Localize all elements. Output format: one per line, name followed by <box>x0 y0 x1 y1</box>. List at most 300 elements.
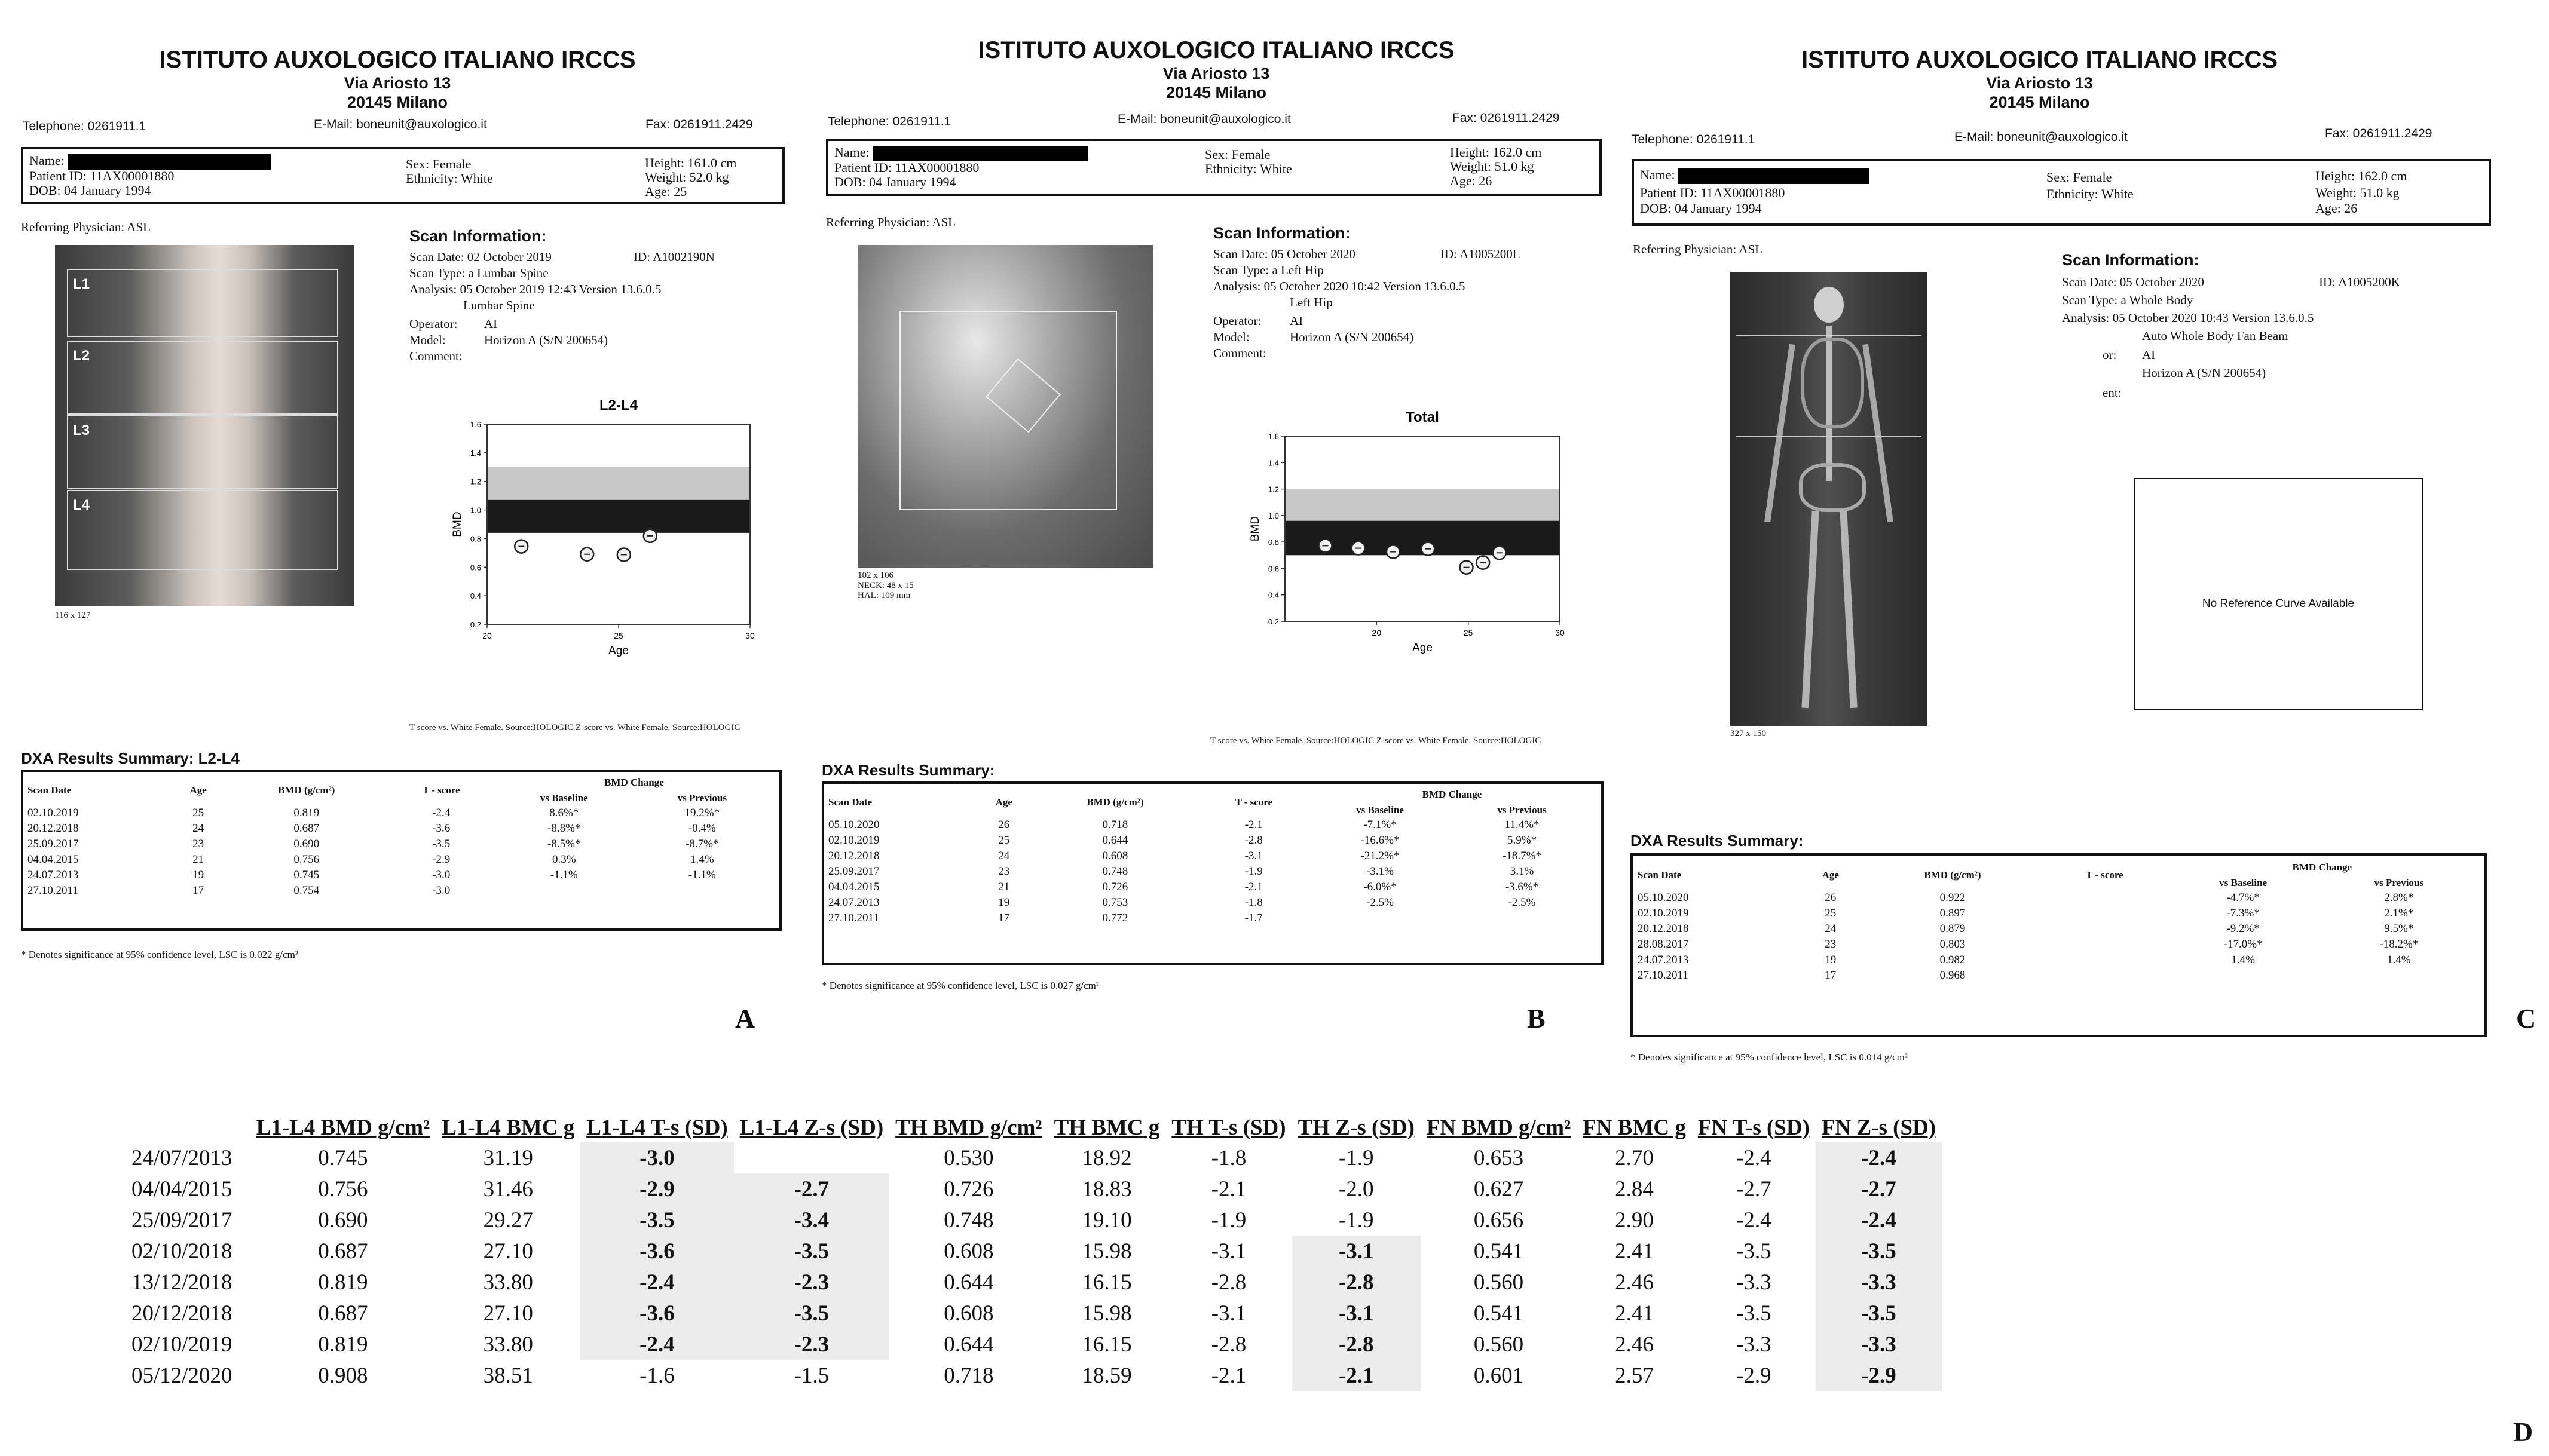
results-row <box>826 895 1594 911</box>
summary-cell: 0.644 <box>944 1332 994 1357</box>
scan-label: Operator: <box>1213 314 1262 328</box>
summary-cell: -3.5 <box>1816 1298 1942 1329</box>
scan-id: ID: A1005200K <box>2319 275 2400 289</box>
scan-value: Horizon A (S/N 200654) <box>484 333 608 347</box>
results-cell: -16.6%* <box>1360 834 1400 847</box>
results-cell: 20.12.2018 <box>27 822 79 835</box>
x-tick-label: 20 <box>1372 628 1382 637</box>
results-cell: -1.7 <box>1244 912 1263 924</box>
region-line <box>1736 436 1921 437</box>
results-cell: -8.8%* <box>547 822 581 835</box>
summary-cell: 0.687 <box>318 1239 368 1264</box>
results-cell: 24 <box>1825 922 1837 935</box>
summary-col-header: FN T-s (SD) <box>1697 1115 1810 1140</box>
results-cell: 19 <box>192 869 204 881</box>
results-cell: 0.644 <box>1102 834 1128 847</box>
results-cell <box>496 883 632 899</box>
telephone: Telephone: 0261911.1 <box>23 119 146 133</box>
summary-cell: 2.70 <box>1615 1145 1654 1170</box>
scan-label: Analysis: <box>1213 279 1261 293</box>
results-table <box>1635 859 2478 983</box>
summary-cell: -2.4 <box>580 1267 733 1298</box>
image-caption-line: NECK: 48 x 15 <box>858 581 914 590</box>
image-caption: 327 x 150 <box>1730 729 1766 738</box>
results-cell: -21.2%* <box>1360 850 1400 862</box>
col-bmd-change: BMD Change <box>604 776 664 788</box>
referring-physician: Referring Physician: ASL <box>21 220 151 234</box>
right-arm-shape <box>1862 344 1893 522</box>
results-cell <box>2043 921 2167 937</box>
results-cell: 02.10.2019 <box>1638 907 1689 919</box>
scan-label: Analysis: <box>409 282 457 296</box>
results-title: DXA Results Summary: <box>822 761 995 779</box>
results-cell: -2.9 <box>432 853 451 866</box>
summary-cell: -2.9 <box>1816 1360 1942 1391</box>
results-row <box>826 817 1594 833</box>
summary-cell: 15.98 <box>1082 1301 1132 1326</box>
summary-cell: 18.59 <box>1082 1363 1132 1388</box>
ethnicity: Ethnicity: White <box>2046 186 2134 201</box>
scan-row <box>409 317 498 332</box>
name-label: Name: <box>834 145 870 160</box>
summary-cell: 31.46 <box>483 1176 533 1201</box>
summary-row <box>126 1142 1942 1173</box>
reference-note: T-score vs. White Female. Source:HOLOGIC Z-score vs. White Female. Source:HOLOGIC <box>409 723 740 732</box>
col-vs-previous: vs Previous <box>1497 804 1547 816</box>
summary-cell: -3.6 <box>580 1236 733 1267</box>
results-cell: 05.10.2020 <box>1638 891 1689 904</box>
results-cell <box>1450 911 1594 926</box>
results-cell: 24.07.2013 <box>27 869 79 881</box>
results-cell: 19 <box>1825 954 1837 966</box>
summary-cell: 0.756 <box>318 1176 368 1201</box>
lsc-footnote: * Denotes significance at 95% confidence level, LSC is 0.022 g/cm² <box>21 949 298 960</box>
results-cell: 02.10.2019 <box>828 834 880 847</box>
left-arm-shape <box>1764 344 1795 522</box>
no-reference-curve-text: No Reference Curve Available <box>2202 597 2355 610</box>
fax: Fax: 0261911.2429 <box>1452 111 1560 125</box>
results-cell: 20.12.2018 <box>828 850 880 862</box>
results-cell: 0.753 <box>1102 896 1128 909</box>
summary-cell: -1.6 <box>639 1363 675 1388</box>
results-cell: 21 <box>998 881 1010 893</box>
chart-title: L2-L4 <box>599 397 638 413</box>
report-header <box>819 37 1614 102</box>
results-cell: -6.0%* <box>1363 881 1397 893</box>
patient-box <box>21 147 785 204</box>
results-cell <box>2320 968 2478 983</box>
ethnicity: Ethnicity: White <box>1205 161 1292 176</box>
summary-cell: -3.5 <box>1736 1239 1771 1264</box>
results-table <box>25 774 772 899</box>
summary-cell: 0.748 <box>944 1207 994 1233</box>
whole-body-scan-image <box>1730 272 1927 726</box>
summary-cell: 18.92 <box>1082 1145 1132 1170</box>
scan-label: or: <box>2103 348 2117 362</box>
patient-id: Patient ID: 11AX00001880 <box>29 168 175 183</box>
results-cell: 27.10.2011 <box>27 884 78 897</box>
longitudinal-summary-table <box>126 1112 1942 1391</box>
scan-row <box>1213 279 1465 294</box>
results-cell: 27.10.2011 <box>1638 969 1688 982</box>
scan-row <box>1213 314 1303 329</box>
summary-cell: 0.541 <box>1473 1239 1524 1264</box>
results-header-row <box>25 774 772 790</box>
height: Height: 162.0 cm <box>1450 145 1542 160</box>
results-cell: 0.922 <box>1939 891 1966 904</box>
summary-cell <box>734 1142 890 1173</box>
results-cell: 0.608 <box>1102 850 1128 862</box>
results-cell: 25 <box>998 834 1010 847</box>
institute-address: Via Ariosto 13 <box>1986 74 2093 92</box>
summary-cell: -2.0 <box>1338 1176 1374 1201</box>
summary-cell: -3.5 <box>734 1298 890 1329</box>
scan-value: AI <box>2142 348 2156 362</box>
results-cell: 25 <box>192 807 204 819</box>
results-row <box>826 864 1594 879</box>
summary-cell: 38.51 <box>483 1363 533 1388</box>
summary-cell: -3.3 <box>1736 1332 1771 1357</box>
image-caption: 116 x 127 <box>55 611 91 620</box>
summary-cell: -2.3 <box>734 1267 890 1298</box>
reference-note: T-score vs. White Female. Source:HOLOGIC Z-score vs. White Female. Source:HOLOGIC <box>1210 736 1541 746</box>
vertebra-label-l1: L1 <box>73 276 90 292</box>
pelvis-shape <box>1799 463 1866 512</box>
results-row <box>826 833 1594 848</box>
summary-cell: 0.560 <box>1473 1270 1524 1295</box>
scan-value: AI <box>484 317 498 331</box>
image-caption-line: 102 x 106 <box>858 571 893 580</box>
scan-row <box>2142 329 2288 344</box>
results-cell: -8.5%* <box>547 838 581 850</box>
results-cell: 1.4% <box>690 853 714 866</box>
results-cell: -8.7%* <box>686 838 719 850</box>
summary-cell: -3.5 <box>1736 1301 1771 1326</box>
x-axis-label: Age <box>608 645 629 657</box>
summary-cell: -2.8 <box>1211 1270 1247 1295</box>
results-cell: -1.8 <box>1244 896 1263 909</box>
scan-row <box>1213 346 1266 361</box>
summary-cell: 27.10 <box>483 1239 533 1264</box>
results-cell: -3.6 <box>432 822 451 835</box>
results-cell: 0.803 <box>1939 938 1966 951</box>
col-age: Age <box>995 796 1012 808</box>
summary-cell: 29.27 <box>483 1207 533 1233</box>
summary-cell: 18.83 <box>1082 1176 1132 1201</box>
dob: DOB: 04 January 1994 <box>1640 201 1762 216</box>
patient-box <box>826 139 1602 196</box>
name-label: Name: <box>29 153 65 168</box>
summary-corner <box>126 1112 250 1142</box>
results-cell: 0.3% <box>552 853 576 866</box>
results-cell <box>2043 890 2167 906</box>
scan-value: 05 October 2020 <box>2119 275 2204 289</box>
scan-value: AI <box>1290 314 1303 328</box>
results-cell: -2.8 <box>1244 834 1263 847</box>
summary-row <box>126 1298 1942 1329</box>
col-vs-previous: vs Previous <box>2374 876 2423 888</box>
scan-value: 05 October 2020 10:42 Version 13.6.0.5 <box>1263 279 1465 293</box>
scan-value: Horizon A (S/N 200654) <box>1290 330 1414 344</box>
results-cell <box>632 883 772 899</box>
results-cell: 1.4% <box>2387 954 2411 966</box>
referring-physician: Referring Physician: ASL <box>826 215 956 229</box>
panel-letter-a: A <box>735 1003 755 1034</box>
summary-col-header: L1-L4 BMC g <box>442 1115 575 1140</box>
no-reference-curve-box <box>2134 478 2423 710</box>
fax: Fax: 0261911.2429 <box>645 118 753 131</box>
scan-row <box>2062 275 2400 290</box>
summary-cell: -2.8 <box>1292 1329 1421 1360</box>
scan-label: Analysis: <box>2062 311 2110 325</box>
summary-cell: -3.3 <box>1816 1267 1942 1298</box>
summary-col-header: TH T-s (SD) <box>1171 1115 1286 1140</box>
sex: Sex: Female <box>406 157 472 171</box>
chart-title: Total <box>1406 409 1439 425</box>
summary-cell: 0.908 <box>318 1363 368 1388</box>
results-cell <box>2043 952 2167 968</box>
results-cell: 02.10.2019 <box>27 807 79 819</box>
scan-label: ent: <box>2103 385 2122 400</box>
scan-label: Scan Date: <box>2062 275 2117 289</box>
summary-cell: 0.819 <box>318 1332 368 1357</box>
results-cell: 1.4% <box>2231 954 2255 966</box>
bmd-chart-l2-l4 <box>430 352 765 669</box>
results-cell: -2.5% <box>1508 896 1536 909</box>
results-cell: 2.1%* <box>2384 907 2414 919</box>
col-bmd-change: BMD Change <box>1422 788 1482 800</box>
scan-row <box>1213 330 1414 345</box>
y-tick-label: 1.0 <box>1268 511 1279 520</box>
summary-date: 05/12/2020 <box>131 1363 232 1388</box>
summary-row <box>126 1329 1942 1360</box>
institute-address: Via Ariosto 13 <box>344 74 451 92</box>
results-cell: -2.1 <box>1244 881 1263 893</box>
scan-label: Scan Type: <box>409 266 466 280</box>
col-bmd-change: BMD Change <box>2292 861 2352 873</box>
lsc-footnote: * Denotes significance at 95% confidence level, LSC is 0.027 g/cm² <box>822 980 1099 991</box>
results-row <box>25 852 772 868</box>
scan-row <box>2103 385 2122 400</box>
results-cell: 3.1% <box>1510 865 1534 878</box>
results-row <box>25 836 772 852</box>
results-cell: -0.4% <box>688 822 716 835</box>
results-title: DXA Results Summary: <box>1630 832 1804 850</box>
x-axis-label: Age <box>1412 642 1433 654</box>
results-cell: 26 <box>998 819 1010 831</box>
summary-date: 25/09/2017 <box>131 1207 232 1233</box>
report-panel-b <box>819 0 1614 1052</box>
results-cell: 21 <box>192 853 204 866</box>
summary-cell: 0.726 <box>944 1176 994 1201</box>
panel-letter-d: D <box>2513 1417 2533 1447</box>
results-cell: -17.0%* <box>2223 938 2263 951</box>
summary-cell: 0.627 <box>1473 1176 1524 1201</box>
results-cell: -3.0 <box>432 869 451 881</box>
scan-id: ID: A1005200L <box>1440 247 1520 261</box>
x-tick-label: 30 <box>1555 628 1565 637</box>
report-panel-c <box>1626 0 2549 1081</box>
results-row <box>1635 890 2478 906</box>
y-tick-label: 1.6 <box>1268 432 1279 441</box>
results-cell: 19.2%* <box>684 807 720 819</box>
summary-cell: 2.90 <box>1615 1207 1654 1233</box>
institute-title: ISTITUTO AUXOLOGICO ITALIANO IRCCS <box>1801 47 2278 73</box>
results-cell: 23 <box>998 865 1010 878</box>
scan-label: Model: <box>409 333 446 347</box>
summary-cell: -2.4 <box>1736 1145 1771 1170</box>
summary-cell: -2.1 <box>1211 1176 1247 1201</box>
summary-cell: 15.98 <box>1082 1239 1132 1264</box>
scan-row <box>409 266 549 281</box>
col-vs-baseline: vs Baseline <box>2219 876 2268 888</box>
scan-value: 05 October 2020 10:43 Version 13.6.0.5 <box>2112 311 2314 325</box>
age: Age: 25 <box>645 184 687 199</box>
summary-cell: 0.690 <box>318 1207 368 1233</box>
results-cell: -9.2%* <box>2226 922 2260 935</box>
results-row <box>25 821 772 836</box>
summary-cell: 33.80 <box>483 1332 533 1357</box>
institute-city: 20145 Milano <box>1989 93 2090 111</box>
scan-label: Scan Date: <box>1213 247 1268 261</box>
image-caption-line: HAL: 109 mm <box>858 591 911 600</box>
bmd-chart-total-hip <box>1231 400 1590 669</box>
results-cell: 0.718 <box>1102 819 1128 831</box>
height: Height: 162.0 cm <box>2315 168 2407 183</box>
summary-cell: -2.1 <box>1292 1360 1421 1391</box>
y-tick-label: 1.4 <box>470 448 481 458</box>
patient-id: Patient ID: 11AX00001880 <box>834 160 980 175</box>
col-age: Age <box>1822 869 1839 881</box>
region-box-l2 <box>67 341 338 415</box>
results-cell: -7.1%* <box>1363 819 1397 831</box>
summary-cell: -3.1 <box>1211 1239 1247 1264</box>
institute-address: Via Ariosto 13 <box>1162 65 1270 82</box>
summary-cell: -2.4 <box>580 1329 733 1360</box>
rib-cage-shape <box>1801 338 1864 428</box>
scan-value: 05 October 2020 <box>1271 247 1355 261</box>
summary-row <box>126 1173 1942 1204</box>
scan-value: 02 October 2019 <box>467 250 552 264</box>
results-cell: 0.745 <box>293 869 320 881</box>
results-cell: 28.08.2017 <box>1638 938 1689 951</box>
region-box-l4 <box>67 490 338 570</box>
scan-row <box>1213 263 1324 278</box>
results-cell: 0.982 <box>1939 954 1966 966</box>
results-row <box>826 848 1594 864</box>
y-tick-label: 0.8 <box>1268 538 1279 547</box>
summary-cell: 0.560 <box>1473 1332 1524 1357</box>
results-row <box>25 805 772 821</box>
x-tick-label: 25 <box>1463 628 1473 637</box>
vertebra-label-l4: L4 <box>73 497 90 513</box>
col-vs-baseline: vs Baseline <box>540 792 588 804</box>
results-cell: -2.1 <box>1244 819 1263 831</box>
reference-band <box>1285 489 1560 521</box>
summary-cell: -3.1 <box>1292 1236 1421 1267</box>
results-cell <box>2043 906 2167 921</box>
scan-id: ID: A1002190N <box>634 250 715 264</box>
summary-col-header: L1-L4 T-s (SD) <box>586 1115 728 1140</box>
summary-col-header: TH BMC g <box>1054 1115 1160 1140</box>
results-cell: 0.687 <box>293 822 320 835</box>
results-cell: 0.897 <box>1939 907 1966 919</box>
spine-scan-image <box>55 245 354 606</box>
results-cell: 0.879 <box>1939 922 1966 935</box>
col-scan-date: Scan Date <box>1638 869 1682 881</box>
y-tick-label: 0.2 <box>470 620 481 629</box>
age: Age: 26 <box>1450 173 1492 188</box>
results-cell: 19 <box>998 896 1010 909</box>
summary-cell: -2.7 <box>1736 1176 1771 1201</box>
summary-cell: 31.19 <box>483 1145 533 1170</box>
y-tick-label: 1.2 <box>1268 485 1279 494</box>
summary-col-header: TH Z-s (SD) <box>1298 1115 1415 1140</box>
summary-cell: 0.718 <box>944 1363 994 1388</box>
scan-label: Scan Type: <box>1213 263 1269 277</box>
institute-city: 20145 Milano <box>1165 84 1267 102</box>
scan-row <box>1213 247 1520 262</box>
summary-cell: 0.530 <box>944 1145 994 1170</box>
institute-title: ISTITUTO AUXOLOGICO ITALIANO IRCCS <box>159 47 636 73</box>
results-cell: 25.09.2017 <box>27 838 79 850</box>
summary-col-header: L1-L4 Z-s (SD) <box>739 1115 884 1140</box>
results-cell: 0.690 <box>293 838 320 850</box>
results-cell: -7.3%* <box>2226 907 2260 919</box>
summary-col-header: L1-L4 BMD g/cm² <box>256 1115 430 1140</box>
y-axis-label: BMD <box>1249 516 1262 542</box>
scan-row <box>1290 295 1333 310</box>
summary-cell: -3.5 <box>580 1204 733 1236</box>
summary-col-header: FN Z-s (SD) <box>1821 1115 1936 1140</box>
summary-cell: 2.57 <box>1615 1363 1654 1388</box>
summary-row <box>126 1204 1942 1236</box>
skull-shape <box>1814 287 1844 323</box>
summary-cell: 2.41 <box>1615 1239 1654 1264</box>
results-cell: 0.772 <box>1102 912 1128 924</box>
region-box-l1 <box>67 269 338 337</box>
summary-cell: -1.9 <box>1338 1145 1374 1170</box>
sex: Sex: Female <box>1205 147 1271 162</box>
y-tick-label: 0.6 <box>1268 564 1279 574</box>
col-scan-date: Scan Date <box>828 796 873 808</box>
col-bmd: BMD (g/cm²) <box>1924 869 1981 881</box>
scan-info-title: Scan Information: <box>1213 224 1351 242</box>
results-cell: 17 <box>998 912 1010 924</box>
summary-cell: -2.9 <box>1736 1363 1771 1388</box>
col-tscore: T - score <box>422 784 460 796</box>
summary-cell: 2.46 <box>1615 1332 1654 1357</box>
x-tick-label: 25 <box>614 631 623 640</box>
summary-cell: -2.7 <box>1816 1173 1942 1204</box>
telephone: Telephone: 0261911.1 <box>1632 133 1755 146</box>
results-cell <box>2167 968 2320 983</box>
summary-date: 02/10/2019 <box>131 1332 232 1357</box>
results-cell: 05.10.2020 <box>828 819 880 831</box>
hip-scan-image <box>858 245 1153 568</box>
summary-row <box>126 1236 1942 1267</box>
lsc-footnote: * Denotes significance at 95% confidence level, LSC is 0.014 g/cm² <box>1630 1052 1908 1063</box>
results-cell: 25.09.2017 <box>828 865 880 878</box>
summary-col-header: FN BMD g/cm² <box>1426 1115 1571 1140</box>
y-tick-label: 0.4 <box>470 591 481 601</box>
summary-cell: -1.5 <box>794 1363 830 1388</box>
scan-row <box>409 282 661 297</box>
results-cell: 11.4%* <box>1504 819 1540 831</box>
results-title: DXA Results Summary: L2-L4 <box>21 749 240 767</box>
summary-cell: 0.601 <box>1473 1363 1524 1388</box>
results-cell: 0.754 <box>293 884 320 897</box>
